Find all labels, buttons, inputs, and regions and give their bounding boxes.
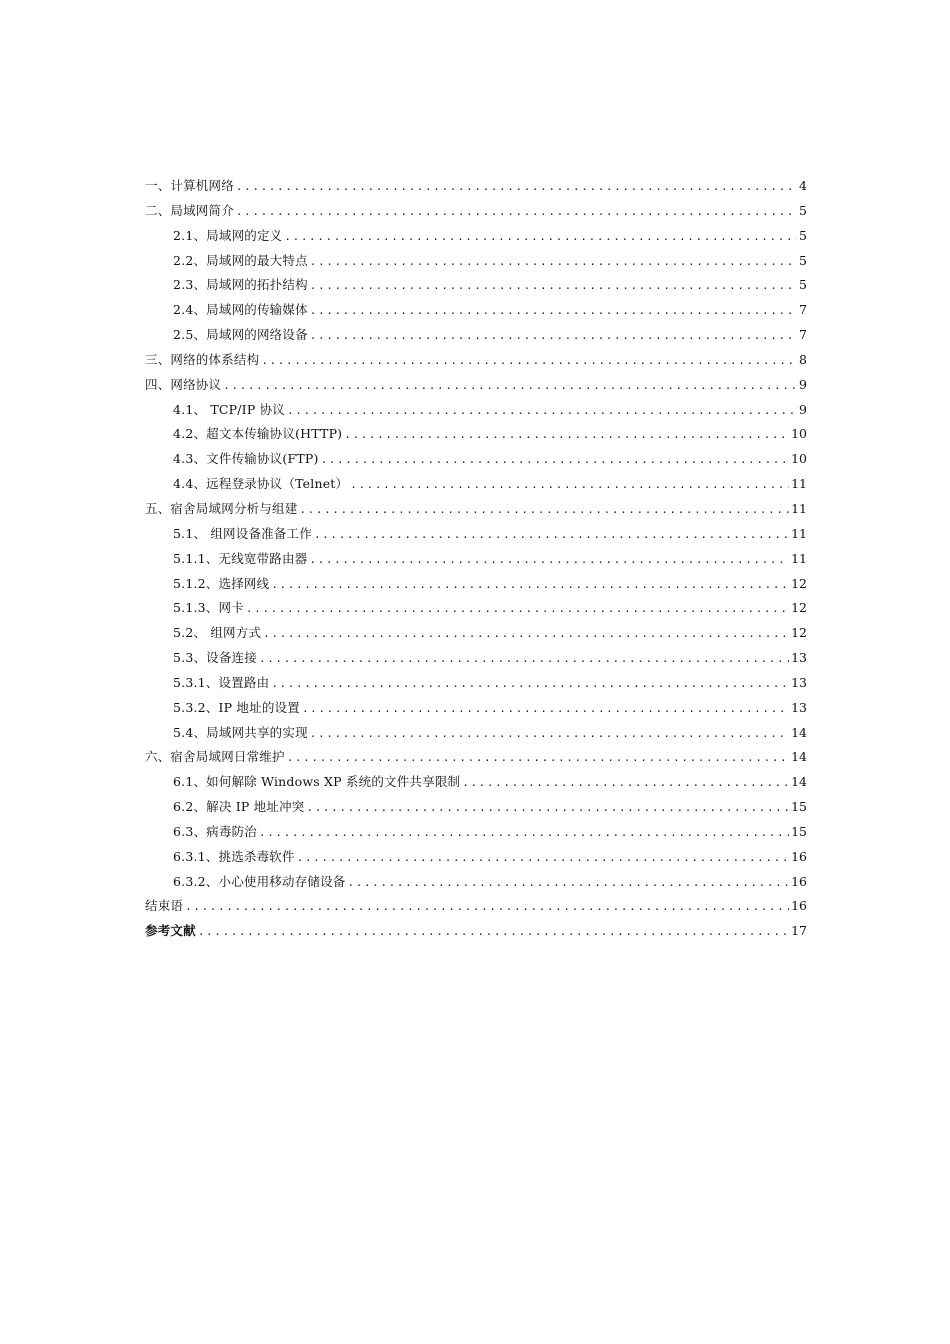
toc-entry-page-number: 17 (791, 923, 807, 939)
toc-entry-title: 5.1.1、无线宽带路由器 (173, 550, 308, 566)
toc-entry[interactable] (145, 273, 807, 298)
toc-entry[interactable] (145, 298, 807, 323)
toc-entry-title: 二、局域网简介 (145, 202, 234, 218)
toc-dot-leader (263, 622, 789, 646)
toc-entry-page-number: 16 (791, 873, 807, 889)
toc-entry-title: 5.1、 组网设备准备工作 (173, 525, 312, 541)
toc-entry[interactable] (145, 174, 807, 199)
toc-entry[interactable] (145, 373, 807, 398)
toc-entry-title: 6.3、病毒防治 (173, 823, 257, 839)
toc-entry-page-number: 12 (791, 625, 807, 641)
toc-dot-leader (185, 895, 789, 919)
toc-dot-leader (223, 374, 797, 398)
toc-dot-leader (259, 647, 789, 671)
toc-entry[interactable] (145, 199, 807, 224)
toc-dot-leader (271, 672, 789, 696)
toc-entry-title: 5.4、局域网共享的实现 (173, 724, 308, 740)
toc-entry[interactable] (145, 348, 807, 373)
toc-entry[interactable] (145, 447, 807, 472)
toc-entry[interactable] (145, 919, 807, 944)
toc-entry-title: 5.1.3、网卡 (173, 600, 244, 616)
toc-dot-leader (287, 399, 797, 423)
toc-entry[interactable] (145, 671, 807, 696)
toc-entry-title: 2.4、局域网的传输媒体 (173, 302, 308, 318)
toc-dot-leader (310, 274, 797, 298)
toc-dot-leader (246, 597, 789, 621)
toc-entry[interactable] (145, 696, 807, 721)
toc-entry-page-number: 10 (791, 451, 807, 467)
toc-entry-page-number: 15 (791, 823, 807, 839)
toc-dot-leader (310, 299, 797, 323)
toc-entry-page-number: 8 (799, 351, 807, 367)
toc-entry[interactable] (145, 894, 807, 919)
toc-entry-title: 5.3、设备连接 (173, 650, 257, 666)
toc-entry-title: 2.5、局域网的网络设备 (173, 327, 308, 343)
toc-entry-page-number: 14 (791, 749, 807, 765)
toc-entry-title: 2.3、局域网的拓扑结构 (173, 277, 308, 293)
toc-entry-title: 6.2、解决 IP 地址冲突 (173, 799, 305, 815)
toc-entry[interactable] (145, 870, 807, 895)
toc-entry-page-number: 5 (799, 252, 807, 268)
toc-entry-title: 三、网络的体系结构 (145, 351, 260, 367)
toc-entry-title: 六、宿舍局域网日常维护 (145, 749, 285, 765)
toc-dot-leader (297, 846, 789, 870)
toc-entry-page-number: 11 (791, 500, 807, 516)
toc-entry[interactable] (145, 422, 807, 447)
toc-entry-page-number: 13 (791, 699, 807, 715)
toc-entry-page-number: 9 (799, 376, 807, 392)
toc-entry[interactable] (145, 572, 807, 597)
toc-entry-title: 一、计算机网络 (145, 178, 234, 193)
toc-entry-title: 6.3.1、挑选杀毒软件 (173, 848, 295, 864)
toc-dot-leader (236, 175, 797, 199)
toc-entry-title: 2.2、局域网的最大特点 (173, 252, 308, 268)
toc-entry-title: 结束语 (145, 898, 184, 914)
toc-entry-title: 四、网络协议 (145, 376, 222, 392)
toc-entry-title: 参考文献 (145, 923, 196, 939)
toc-dot-leader (350, 473, 789, 497)
toc-entry-title: 5.3.2、IP 地址的设置 (173, 699, 300, 715)
toc-entry-title: 4.3、文件传输协议(FTP) (173, 451, 319, 467)
toc-entry-page-number: 5 (799, 277, 807, 293)
toc-entry[interactable] (145, 224, 807, 249)
toc-entry[interactable] (145, 646, 807, 671)
toc-entry-page-number: 13 (791, 674, 807, 690)
toc-dot-leader (259, 821, 789, 845)
toc-entry-title: 6.1、如何解除 Windows XP 系统的文件共享限制 (173, 774, 461, 790)
toc-entry[interactable] (145, 249, 807, 274)
toc-entry-page-number: 14 (791, 724, 807, 740)
toc-entry-page-number: 11 (791, 525, 807, 541)
toc-entry-title: 5.2、 组网方式 (173, 625, 262, 641)
toc-entry[interactable] (145, 721, 807, 746)
toc-dot-leader (310, 250, 797, 274)
toc-entry[interactable] (145, 820, 807, 845)
toc-entry-page-number: 7 (799, 327, 807, 343)
toc-entry-page-number: 5 (799, 202, 807, 218)
toc-entry-page-number: 14 (791, 774, 807, 790)
toc-entry-page-number: 7 (799, 302, 807, 318)
toc-entry-page-number: 5 (799, 227, 807, 243)
toc-entry-title: 2.1、局域网的定义 (173, 227, 283, 243)
toc-entry-title: 5.1.2、选择网线 (173, 575, 270, 591)
toc-dot-leader (306, 796, 789, 820)
toc-entry[interactable] (145, 621, 807, 646)
toc-dot-leader (261, 349, 797, 373)
toc-entry[interactable] (145, 795, 807, 820)
toc-entry-page-number: 15 (791, 799, 807, 815)
toc-dot-leader (284, 225, 797, 249)
toc-entry[interactable] (145, 497, 807, 522)
toc-entry[interactable] (145, 770, 807, 795)
toc-dot-leader (236, 200, 797, 224)
toc-dot-leader (314, 523, 789, 547)
toc-entry-page-number: 13 (791, 650, 807, 666)
toc-entry[interactable] (145, 547, 807, 572)
toc-entry-title: 五、宿舍局域网分析与组建 (145, 500, 298, 516)
toc-entry-page-number: 16 (791, 898, 807, 914)
toc-entry[interactable] (145, 522, 807, 547)
toc-dot-leader (344, 423, 789, 447)
toc-entry[interactable] (145, 745, 807, 770)
toc-entry-title: 4.1、 TCP/IP 协议 (173, 401, 285, 417)
toc-entry[interactable] (145, 323, 807, 348)
table-of-contents (145, 174, 807, 944)
toc-entry-page-number: 12 (791, 575, 807, 591)
toc-dot-leader (198, 920, 789, 944)
toc-entry-page-number: 11 (791, 550, 807, 566)
toc-entry-title: 4.2、超文本传输协议(HTTP) (173, 426, 343, 442)
toc-dot-leader (302, 697, 789, 721)
toc-entry-page-number: 11 (791, 476, 807, 492)
toc-dot-leader (462, 771, 789, 795)
toc-dot-leader (299, 498, 789, 522)
toc-entry[interactable] (145, 472, 807, 497)
toc-dot-leader (271, 573, 789, 597)
toc-dot-leader (287, 746, 789, 770)
toc-entry-title: 4.4、远程登录协议（Telnet） (173, 476, 349, 492)
toc-dot-leader (321, 448, 790, 472)
toc-entry-title: 5.3.1、设置路由 (173, 674, 270, 690)
toc-dot-leader (309, 548, 789, 572)
toc-entry[interactable] (145, 596, 807, 621)
toc-dot-leader (348, 871, 790, 895)
toc-dot-leader (310, 324, 797, 348)
toc-entry[interactable] (145, 845, 807, 870)
toc-entry-page-number: 12 (791, 600, 807, 616)
toc-entry[interactable] (145, 398, 807, 423)
toc-entry-page-number: 10 (791, 426, 807, 442)
toc-entry-page-number: 16 (791, 848, 807, 864)
toc-entry-page-number: 9 (799, 401, 807, 417)
toc-dot-leader (310, 722, 789, 746)
toc-entry-page-number: 4 (799, 178, 807, 193)
toc-entry-title: 6.3.2、小心使用移动存储设备 (173, 873, 346, 889)
